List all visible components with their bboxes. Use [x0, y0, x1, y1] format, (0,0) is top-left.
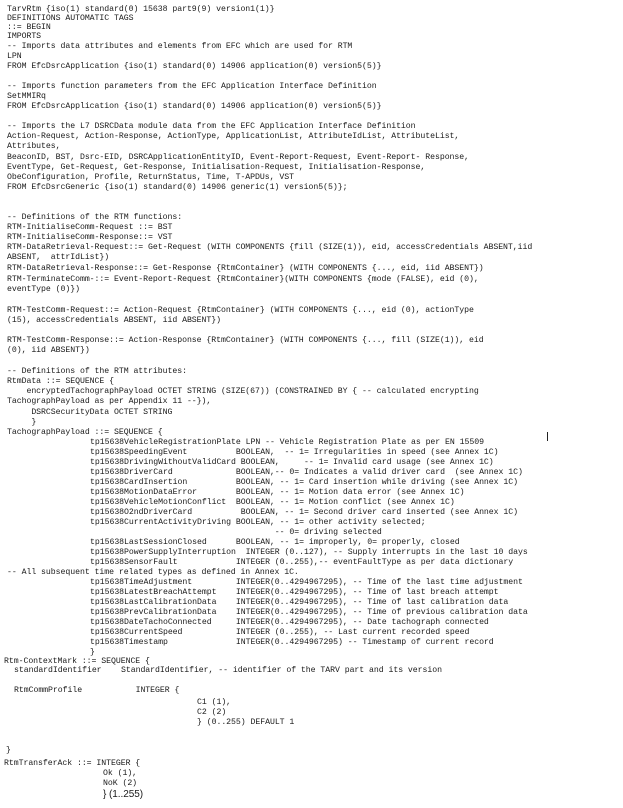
- import-item: SetMMIRq: [7, 92, 46, 101]
- enum-value: NoK (2): [103, 779, 138, 788]
- payload-field-comment: -- 0= driving selected: [90, 528, 382, 537]
- type-definition-continued: eventType (0)}): [7, 285, 80, 294]
- begin-line: ::= BEGIN: [7, 23, 51, 32]
- enum-value: C2 (2): [197, 708, 227, 717]
- enum-value: C1 (1),: [197, 698, 232, 707]
- payload-field: tp15638CurrentActivityDriving BOOLEAN, -- 1= other activity selected;: [90, 518, 426, 527]
- type-definition-continued: (0), iid ABSENT}): [7, 346, 90, 355]
- type-definition: RTM-DataRetrieval-Request::= Get-Request (WITH COMPONENTS {fill (SIZE(1)), eid, accessCredentials ABSENT,iid: [7, 243, 533, 252]
- comment-line: -- All subsequent time related types as defined in Annex 1C.: [7, 568, 299, 577]
- type-definition: RtmData ::= SEQUENCE {: [7, 377, 114, 386]
- payload-field: tp15638PrevCalibrationData INTEGER(0..4294967295), -- Time of previous calibration data: [90, 608, 528, 617]
- sequence-field-continued: TachographPayload as per Appendix 11 --}),: [7, 397, 212, 406]
- payload-field: tp15638VehicleMotionConflict BOOLEAN, -- 1= Motion conflict (see Annex 1C): [90, 498, 455, 507]
- definitions-line: DEFINITIONS AUTOMATIC TAGS: [7, 14, 134, 23]
- payload-field: tp15638PowerSupplyInterruption INTEGER (0..127), -- Supply interrupts in the last 10 days: [90, 548, 528, 557]
- payload-field: tp15638VehicleRegistrationPlate LPN -- Vehicle Registration Plate as per EN 15509: [90, 438, 484, 447]
- sequence-field: standardIdentifier StandardIdentifier, -- identifier of the TARV part and its version: [14, 666, 442, 675]
- closing-brace: }: [6, 746, 11, 755]
- type-definition: RTM-TestComm-Request::= Action-Request {RtmContainer} (WITH COMPONENTS {..., eid (0), actionType: [7, 306, 474, 315]
- comment-line: -- Definitions of the RTM attributes:: [7, 367, 187, 376]
- comment-line: -- Definitions of the RTM functions:: [7, 213, 183, 222]
- type-definition: TachographPayload ::= SEQUENCE {: [7, 428, 163, 437]
- change-mark: [547, 432, 548, 441]
- type-definition: RTM-TerminateComm-::= Event-Report-Request {RtmContainer}(WITH COMPONENTS {mode (FALSE), eid (0),: [7, 275, 479, 284]
- enum-value: Ok (1),: [103, 769, 138, 778]
- imports-heading: IMPORTS: [7, 32, 42, 41]
- from-clause: FROM EfcDsrcApplication {iso(1) standard(0) 14906 application(0) version5(5)}: [7, 102, 382, 111]
- payload-field: tp15638DateTachoConnected INTEGER(0..4294967295), -- Date tachograph connected: [90, 618, 489, 627]
- payload-field: tp15638CurrentSpeed INTEGER (0..255), -- Last current recorded speed: [90, 628, 470, 637]
- payload-field: tp15638LastCalibrationData INTEGER(0..4294967295), -- Time of last calibration data: [90, 598, 509, 607]
- payload-field: tp15638Timestamp INTEGER(0..4294967295) -- Timestamp of current record: [90, 638, 494, 647]
- sequence-field: encryptedTachographPayload OCTET STRING (SIZE(67)) (CONSTRAINED BY { -- calculated encrypting: [7, 387, 479, 396]
- sequence-field: RtmCommProfile INTEGER {: [14, 686, 180, 695]
- import-list-line: Action-Request, Action-Response, ActionType, ApplicationList, AttributeIdList, AttributeList,: [7, 132, 460, 141]
- type-definition: Rtm-ContextMark ::= SEQUENCE {: [4, 657, 150, 666]
- payload-field: tp15638O2ndDriverCard BOOLEAN, -- 1= Second driver card inserted (see Annex 1C): [90, 508, 518, 517]
- payload-field: tp15638LatestBreachAttempt INTEGER(0..4294967295), -- Time of last breach attempt: [90, 588, 499, 597]
- from-clause: FROM EfcDsrcGeneric {iso(1) standard(0) 14906 generic(1) version5(5)};: [7, 183, 348, 192]
- type-definition-continued: ABSENT, attrIdList}): [7, 253, 110, 262]
- comment-line: -- Imports the L7 DSRCData module data from the EFC Application Interface Definition: [7, 122, 416, 131]
- payload-field: tp15638TimeAdjustment INTEGER(0..4294967295), -- Time of the last time adjustment: [90, 578, 523, 587]
- payload-field: tp15638CardInsertion BOOLEAN, -- 1= Card insertion while driving (see Annex 1C): [90, 478, 518, 487]
- closing-brace: }: [90, 648, 95, 657]
- sequence-field: DSRCSecurityData OCTET STRING: [7, 408, 173, 417]
- import-list-line: BeaconID, BST, Dsrc-EID, DSRCApplicationEntityID, Event-Report-Request, Event-Report- Response,: [7, 153, 470, 162]
- payload-field: tp15638DrivingWithoutValidCard BOOLEAN, -- 1= Invalid card usage (see Annex 1C): [90, 458, 494, 467]
- import-item: LPN: [7, 52, 22, 61]
- type-definition: RtmTransferAck ::= INTEGER {: [4, 759, 141, 768]
- payload-field: tp15638SpeedingEvent BOOLEAN, -- 1= Irregularities in speed (see Annex 1C): [90, 448, 499, 457]
- import-list-line: Attributes,: [7, 142, 61, 151]
- type-definition: RTM-InitialiseComm-Request ::= BST: [7, 223, 173, 232]
- type-definition: RTM-InitialiseComm-Response::= VST: [7, 233, 173, 242]
- type-definition: RTM-DataRetrieval-Response::= Get-Response {RtmContainer} (WITH COMPONENTS {..., eid, iid ABSENT}): [7, 264, 484, 273]
- enum-range-default: } (0..255) DEFAULT 1: [197, 718, 295, 727]
- from-clause: FROM EfcDsrcApplication {iso(1) standard(0) 14906 application(0) version5(5)}: [7, 62, 382, 71]
- payload-field: tp15638DriverCard BOOLEAN,-- 0= Indicates a valid driver card (see Annex 1C): [90, 468, 523, 477]
- payload-field: tp15638MotionDataError BOOLEAN, -- 1= Motion data error (see Annex 1C): [90, 488, 465, 497]
- import-list-line: EventType, Get-Request, Get-Response, Initialisation-Request, Initialisation-Response,: [7, 163, 426, 172]
- closing-brace: }: [7, 418, 37, 427]
- type-definition: RTM-TestComm-Response::= Action-Response {RtmContainer} (WITH COMPONENTS {..., fill (SIZE(1)), eid: [7, 336, 484, 345]
- type-definition-continued: (15), accessCredentials ABSENT, iid ABSENT}): [7, 316, 221, 325]
- payload-field: tp15638LastSessionClosed BOOLEAN, -- 1= improperly, 0= properly, closed: [90, 538, 460, 547]
- comment-line: -- Imports data attributes and elements from EFC which are used for RTM: [7, 42, 353, 51]
- payload-field: tp15638SensorFault INTEGER (0..255),-- eventFaultType as per data dictionary: [90, 558, 514, 567]
- module-header: TarvRtm {iso(1) standard(0) 15638 part9(9) version1(1)}: [7, 5, 275, 14]
- import-list-line: ObeConfiguration, Profile, ReturnStatus, Time, T-APDUs, VST: [7, 173, 294, 182]
- enum-range: } (1..255): [103, 789, 144, 800]
- comment-line: -- Imports function parameters from the EFC Application Interface Definition: [7, 82, 377, 91]
